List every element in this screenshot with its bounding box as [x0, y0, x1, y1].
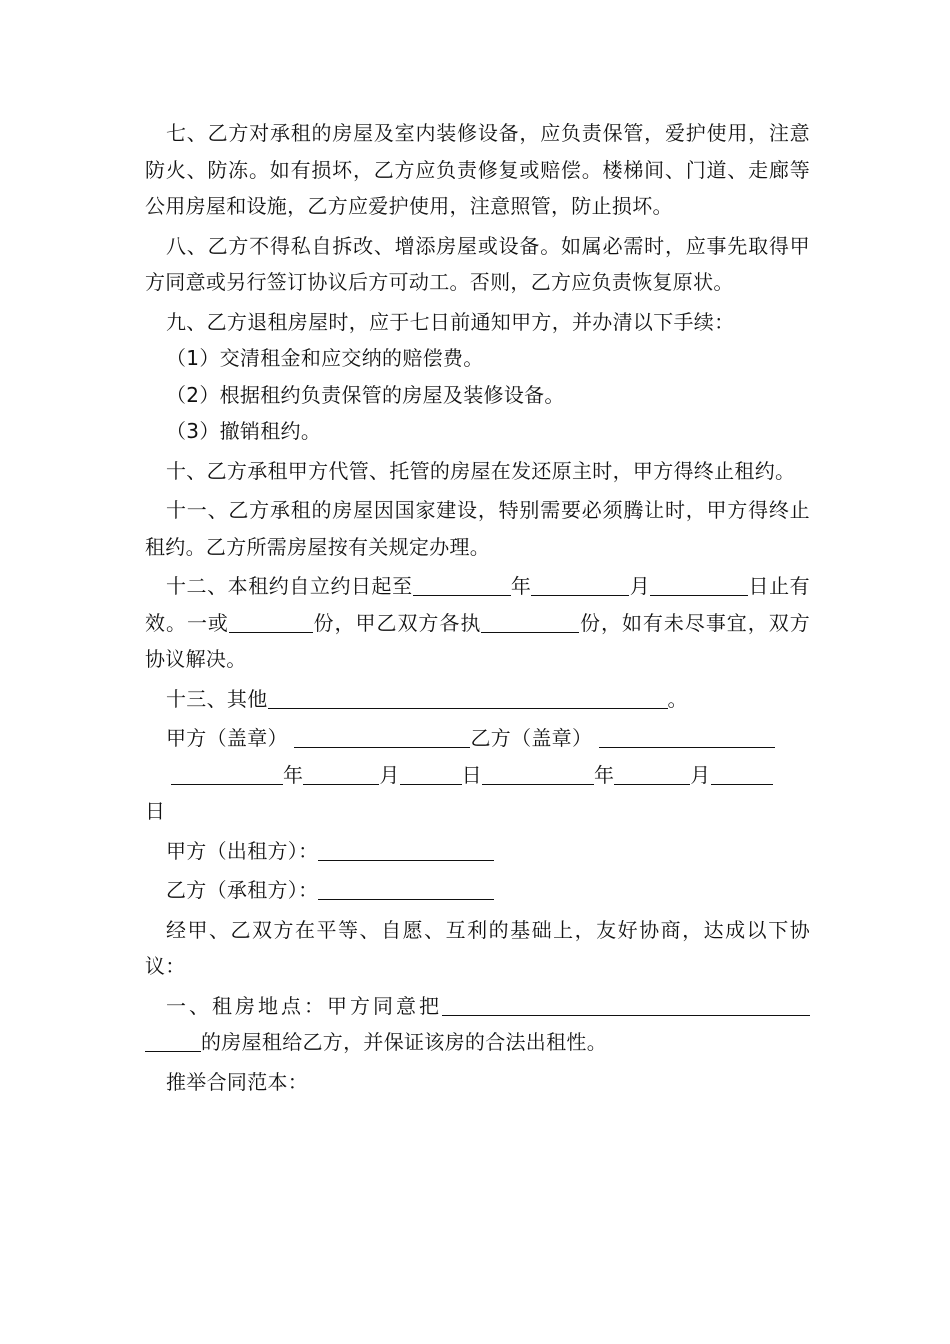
lessee-blank[interactable] — [318, 877, 494, 900]
agreement-item-1-text-a: 一、租房地点：甲方同意把 — [166, 993, 442, 1018]
party-b-year-label: 年 — [593, 762, 615, 787]
clause-11: 十一、乙方承租的房屋因国家建设，特别需要必须腾让时，甲方得终止租约。乙方所需房屋按有关规定办理。 — [145, 498, 810, 559]
party-a-seal-blank[interactable] — [294, 725, 470, 748]
copies-total-blank[interactable] — [229, 610, 313, 633]
lessor-blank[interactable] — [318, 838, 494, 861]
clause-12-text-d: 日止有效。一或 — [145, 574, 810, 635]
agreement-item-1 — [145, 988, 810, 1061]
seal-line — [145, 720, 810, 757]
date-line-tail: 日 — [145, 799, 166, 823]
party-b-day-blank[interactable] — [711, 762, 773, 785]
rental-location-blank[interactable] — [442, 993, 810, 1016]
end-day-blank[interactable] — [650, 573, 748, 596]
clause-13-text-b: 。 — [667, 686, 688, 711]
date-line — [145, 757, 810, 794]
lessee-label: 乙方（承租方）： — [166, 878, 319, 902]
party-a-month-blank[interactable] — [303, 762, 379, 785]
end-year-blank[interactable] — [413, 573, 511, 596]
party-a-day-label: 日 — [461, 762, 482, 787]
party-b-seal-label: 乙方（盖章） — [470, 726, 593, 750]
rental-location-blank-2[interactable] — [145, 1029, 201, 1052]
recommend-template: 推举合同范本： — [166, 1069, 309, 1094]
party-a-year-label: 年 — [283, 762, 304, 787]
clause-12-text-b: 年 — [510, 574, 532, 598]
party-b-month-label: 月 — [690, 762, 711, 787]
party-a-year-blank[interactable] — [171, 762, 283, 785]
agreement-intro: 经甲、乙双方在平等、自愿、互利的基础上，友好协商，达成以下协议： — [145, 917, 810, 978]
clause-9: 九、乙方退租房屋时，应于七日前通知甲方，并办清以下手续： — [166, 309, 735, 334]
clause-10: 十、乙方承租甲方代管、托管的房屋在发还原主时，甲方得终止租约。 — [166, 458, 796, 483]
clause-12-text-e: 份，甲乙双方各执 — [312, 610, 482, 635]
clause-13-text-a: 十三、其他 — [166, 686, 268, 711]
lessor-line — [145, 833, 810, 870]
party-a-seal-label: 甲方（盖章） — [166, 726, 288, 750]
clause-9-item-3: （3）撤销租约。 — [166, 419, 322, 443]
clause-12-text-f: 份，如有未尽事宜，双方协议解决。 — [145, 610, 810, 671]
other-terms-blank[interactable] — [268, 686, 668, 709]
party-a-day-blank[interactable] — [400, 762, 462, 785]
party-b-month-blank[interactable] — [614, 762, 690, 785]
agreement-item-1-text-b: 的房屋租给乙方，并保证该房的合法出租性。 — [201, 1030, 607, 1054]
party-b-year-blank[interactable] — [482, 762, 594, 785]
clause-8: 八、乙方不得私自拆改、增添房屋或设备。如属必需时，应事先取得甲方同意或另行签订协议后方可动工。否则，乙方应负责恢复原状。 — [145, 233, 810, 294]
party-a-month-label: 月 — [379, 762, 400, 787]
clause-12-text-a: 十二、本租约自立约日起至 — [166, 574, 413, 598]
copies-each-blank[interactable] — [481, 610, 579, 633]
party-b-seal-blank[interactable] — [599, 725, 775, 748]
clause-9-item-1: （1）交清租金和应交纳的赔偿费。 — [166, 346, 484, 370]
clause-12-text-c: 月 — [629, 574, 651, 598]
clause-13 — [145, 681, 810, 718]
clause-7: 七、乙方对承租的房屋及室内装修设备，应负责保管，爱护使用，注意防火、防冻。如有损坏，乙方应负责修复或赔偿。楼梯间、门道、走廊等公用房屋和设施，乙方应爱护使用，注意照管，防止损坏。 — [145, 121, 810, 218]
clause-9-item-2: （2）根据租约负责保管的房屋及装修设备。 — [166, 382, 565, 407]
lessor-label: 甲方（出租方）： — [166, 838, 319, 863]
lessee-line — [145, 872, 810, 909]
end-month-blank[interactable] — [531, 573, 629, 596]
contract-page — [145, 115, 810, 1100]
clause-12 — [145, 568, 810, 678]
